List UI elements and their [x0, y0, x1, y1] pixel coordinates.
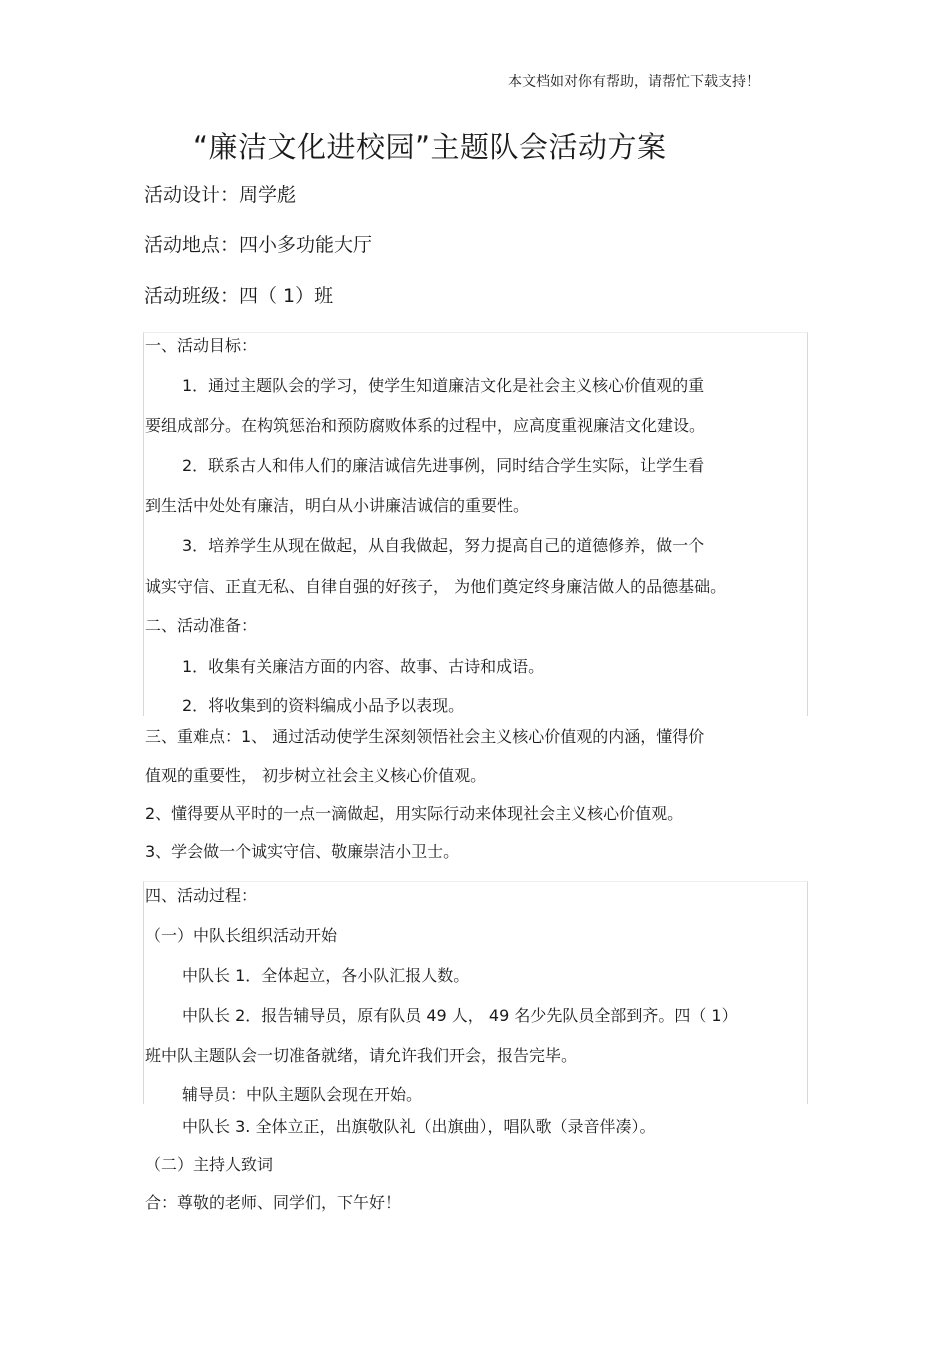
goal2-line2: 到生活中处处有廉洁，明白从小讲廉洁诚信的重要性。	[145, 496, 530, 515]
process-line2a: 中队长 2．报告辅导员，原有队员 49 人， 49 名少先队员全部到齐。四（ 1）	[182, 1006, 738, 1025]
prep-item-2: 2．将收集到的资料编成小品予以表现。	[182, 696, 465, 715]
meta-designer: 活动设计：周学彪	[144, 184, 297, 206]
key-points-line4: 3、学会做一个诚实守信、敬廉崇洁小卫士。	[145, 842, 460, 861]
prep-item-1: 1．收集有关廉洁方面的内容、故事、古诗和成语。	[182, 657, 545, 676]
meta-class: 活动班级：四（ 1）班	[144, 285, 334, 307]
goal1-line1: 1．通过主题队会的学习，使学生知道廉洁文化是社会主义核心价值观的重	[182, 376, 705, 395]
section-frame-2	[143, 881, 808, 1104]
meta-location: 活动地点：四小多功能大厅	[144, 234, 373, 256]
key-points-line3: 2、懂得要从平时的一点一滴做起，用实际行动来体现社会主义核心价值观。	[145, 804, 684, 823]
section4-heading: 四、活动过程：	[145, 886, 258, 905]
process-line3: 辅导员：中队主题队会现在开始。	[182, 1085, 423, 1104]
goal3-line1: 3．培养学生从现在做起，从自我做起，努力提高自己的道德修养，做一个	[182, 536, 705, 555]
goal1-line2: 要组成部分。在构筑惩治和预防腐败体系的过程中，应高度重视廉洁文化建设。	[145, 416, 706, 435]
goal3-line2: 诚实守信、正直无私、自律自强的好孩子， 为他们奠定终身廉洁做人的品德基础。	[145, 577, 727, 596]
process-sub2: （二）主持人致词	[145, 1155, 274, 1174]
process-line2b: 班中队主题队会一切准备就绪，请允许我们开会，报告完毕。	[145, 1046, 578, 1065]
section2-heading: 二、活动准备：	[145, 616, 258, 635]
process-sub1: （一）中队长组织活动开始	[145, 926, 338, 945]
key-points-line2: 值观的重要性， 初步树立社会主义核心价值观。	[145, 766, 487, 785]
process-line1: 中队长 1．全体起立，各小队汇报人数。	[182, 966, 470, 985]
page-title: “廉洁文化进校园”主题队会活动方案	[193, 130, 667, 164]
key-points-line1: 三、重难点：1、 通过活动使学生深刻领悟社会主义核心价值观的内涵，懂得价	[145, 727, 705, 746]
process-line5: 合：尊敬的老师、同学们，下午好！	[145, 1193, 402, 1212]
header-note: 本文档如对你有帮助，请帮忙下载支持！	[508, 74, 760, 90]
process-line4: 中队长 3. 全体立正，出旗敬队礼（出旗曲），唱队歌（录音伴凑）。	[182, 1117, 656, 1136]
goal2-line1: 2．联系古人和伟人们的廉洁诚信先进事例，同时结合学生实际，让学生看	[182, 456, 705, 475]
section1-heading: 一、活动目标：	[145, 336, 258, 355]
